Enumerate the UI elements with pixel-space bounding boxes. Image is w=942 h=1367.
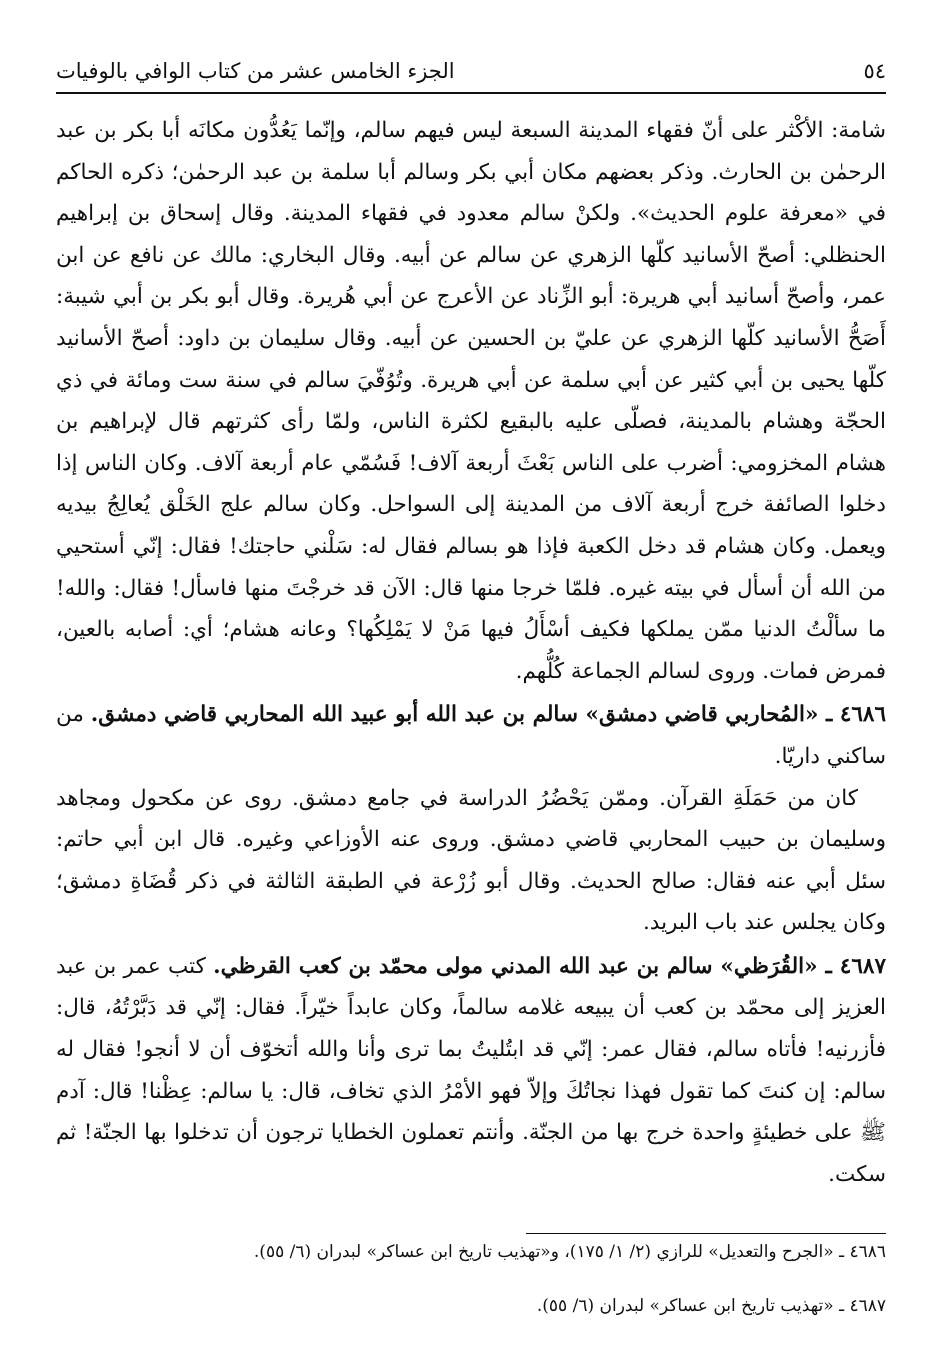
entry-lead: كتب عمر بن عبد العزيز إلى محمّد بن كعب أن يبيعه غلامه سالماً، وكان عابداً خيّراً. فقال: إنّي قد دَبَّرْتُهُ، قال: فأزرنيه! فأتاه سالم، فقال عمر: إنّي قد ابتُليتُ بما ترى وأنا والله أتخوّف أن لا أنجو! فقال له سالم: إن كنتَ كما تقول فهذا نجاتُكَ وإلاّ فهو الأمْرُ الذي تخاف، قال: يا سالم: عِظْنا! قال: آدم ﷺ على خطيئةٍ واحدة خرج بها من الجنّة. وأنتم تعملون الخطايا ترجون أن تدخلوا بها الجنّة! ثم سكت.: [56, 953, 886, 1187]
footnote-divider: [526, 1233, 886, 1234]
entry-heading: ٤٦٨٧ ـ «القُرَظي» سالم بن عبد الله المدني مولى محمّد بن كعب القرظي.: [213, 953, 886, 979]
running-title: الجزء الخامس عشر من كتاب الوافي بالوفيات: [56, 59, 455, 83]
continuation-paragraph: شامة: الأكْثر على أنّ فقهاء المدينة السبعة ليس فيهم سالم، وإنّما يَعُدُّون مكانَه أبا بكر بن عبد الرحمٰن بن الحارث. وذكر بعضهم مكان أبي بكر وسالم أبا سلمة بن عبد الرحمٰن؛ ذكره الحاكم في «معرفة علوم الحديث». ولكنْ سالم معدود في فقهاء المدينة. وقال إسحاق بن إبراهيم الحنظلي: أصحّ الأسانيد كلّها الزهري عن سالم عن أبيه. وقال البخاري: مالك عن نافع عن ابن عمر، وأصحّ أسانيد أبي هريرة: أبو الزِّناد عن الأعرج عن أبي هُريرة. وقال أبو بكر بن أبي شيبة: أَصَحُّ الأسانيد كلّها الزهري عن عليّ بن الحسين عن أبيه. وقال سليمان بن داود: أصحّ الأسانيد كلّها يحيى بن أبي كثير عن أبي سلمة عن أبي هريرة. وتُوُفّيَ سالم في سنة ست ومائة في ذي الحجّة وهشام بالمدينة، فصلّى عليه بالبقيع لكثرة الناس، ولمّا رأى كثرتهم قال لإبراهيم بن هشام المخزومي: أضرب على الناس بَعْثَ أربعة آلاف! فَسُمّي عام أربعة آلاف. وكان الناس إذا دخلوا الصائفة خرج أربعة آلاف من المدينة إلى السواحل. وكان سالم علج الخَلْق يُعالِجُ بيديه ويعمل. وكان هشام قد دخل الكعبة فإذا هو بسالم فقال له: سَلْني حاجتك! فقال: إنّي أستحيي من الله أن أسأل في بيته غيره. فلمّا خرجا منها قال: الآن قد خرجْتَ منها فاسأل! فقال: والله! ما سألْتُ الدنيا ممّن يملكها فكيف أسْأَلُ فيها مَنْ لا يَمْلِكُها؟ وعانه هشام؛ أي: أصابه بالعين، فمرض فمات. وروى لسالم الجماعة كُلُّهم.: [56, 118, 886, 684]
entry-heading: ٤٦٨٦ ـ «المُحاربي قاضي دمشق» سالم بن عبد الله أبو عبيد الله المحاربي قاضي دمشق.: [90, 702, 887, 728]
entry-4687: [56, 946, 886, 1196]
page-number: ٥٤: [863, 59, 886, 83]
main-text: [56, 110, 886, 1195]
entry-lead: من ساكني داريّا.: [56, 702, 886, 769]
entry-paragraph: كان من حَمَلَةِ القرآن. وممّن يَحْضُرُ الدراسة في جامع دمشق. روى عن مكحول ومجاهد وسليمان بن حبيب المحاربي قاضي دمشق. وروى عنه الأوزاعي وغيره. قال ابن أبي حاتم: سئل أبي عنه فقال: صالح الحديث. وقال أبو زُرْعة في الطبقة الثالثة في ذكر قُضَاةِ دمشق؛ وكان يجلس عند باب البريد.: [56, 785, 886, 936]
footnote-4687: ٤٦٨٧ ـ «تهذيب تاريخ ابن عساكر» لبدران (٦/ ٥٥).: [536, 1296, 886, 1316]
footnotes: [56, 1240, 886, 1348]
page-header: [56, 54, 886, 94]
entry-4686: [56, 694, 886, 777]
footnote-4686: ٤٦٨٦ ـ «الجرح والتعديل» للرازي (٢/ ١/ ١٧٥)، و«تهذيب تاريخ ابن عساكر» لبدران (٦/ ٥٥).: [253, 1242, 886, 1262]
